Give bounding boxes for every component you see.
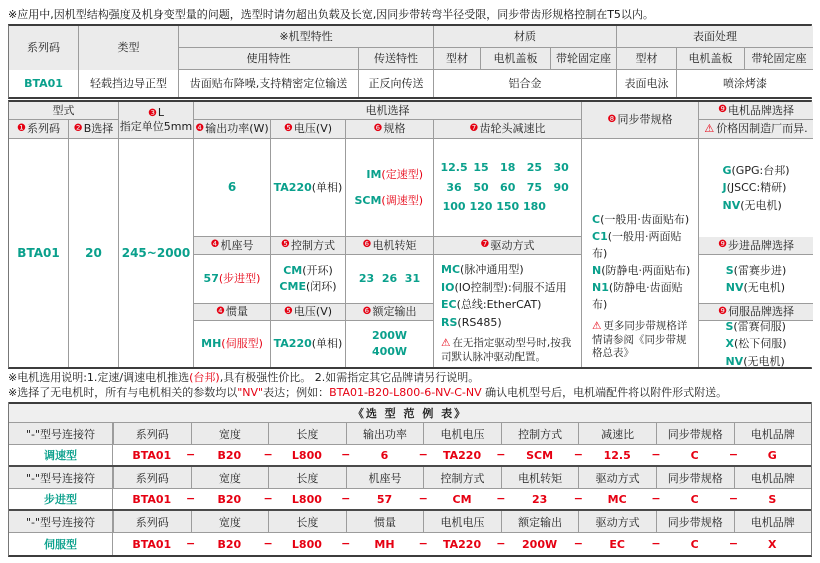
col-header-servo-brand: ❾ 伺服品牌选择	[699, 304, 813, 321]
col-header-transfer-feature: 传送特性	[359, 48, 434, 70]
col-header-use-feature: 使用特性	[179, 48, 359, 70]
stepper-brand-options	[699, 255, 813, 304]
col-header-surface-profile: 型材	[617, 48, 677, 70]
col-header-surface-seat: 带轮固定座	[745, 48, 813, 70]
value-length-range: 245~2000	[119, 139, 194, 367]
example-type-speed: 调速型	[9, 445, 113, 465]
col-header-surface-cover: 电机盖板	[677, 48, 745, 70]
col-header-length	[119, 102, 194, 139]
value-type: 轻载挡边导正型	[79, 70, 179, 97]
step1-badge: ❶	[17, 122, 26, 134]
value-b-select: 20	[69, 139, 119, 367]
servo-brand-nv: NV(无电机)	[725, 354, 785, 367]
drive-default-note: ⚠ 在无指定驱动型号时,按我司默认脉冲驱动配置。	[441, 337, 572, 364]
col-header-motor-torque: ❻ 电机转矩	[346, 237, 434, 255]
drive-option-mc: MC(脉冲通用型)	[441, 263, 524, 276]
selection-example-table	[8, 402, 812, 557]
example-table-title: 《选 型 范 例 表》	[9, 402, 811, 423]
col-header-frame-size: ❹ 机座号	[194, 237, 271, 255]
value-surface-paint: 喷涂烤漆	[677, 70, 813, 97]
warning-icon: ⚠	[592, 320, 602, 333]
value-surface-profile: 表面电泳	[617, 70, 677, 97]
belt-option-n1: N1(防静电·齿面贴布)	[592, 280, 683, 312]
value-gear-ratios	[434, 139, 582, 237]
group-header-surface: 表面处理	[617, 26, 813, 48]
col-header-spec: ❻ 规格	[346, 120, 434, 139]
note-line-1: ※电机选用说明:1.定速/调速电机推选(台邦),具有极强性价比。 2.如需指定其它品牌请另行说明。	[8, 371, 480, 384]
step8-badge: ❽	[607, 113, 617, 125]
col-header-material-profile: 型材	[434, 48, 481, 70]
col-header-series: ❶ 系列码	[9, 120, 69, 139]
col-header-rated-output: ❻ 额定输出	[346, 304, 434, 321]
value-frame-size: 57 (步进型)	[194, 255, 271, 304]
col-header-motor-brand: ❾ 电机品牌选择	[699, 102, 813, 120]
step2-badge: ❷	[73, 122, 83, 134]
spec-option-im: IM(定速型)	[366, 167, 423, 181]
value-control-mode	[271, 255, 346, 304]
value-motor-spec	[346, 139, 434, 237]
belt-option-c1: C1(一般用·两面贴布)	[592, 229, 682, 260]
group-header-material: 材质	[434, 26, 617, 48]
group-header-machine-feature: ※机型特性	[179, 26, 434, 48]
col-header-series-code: 系列码	[9, 26, 79, 70]
value-drive-options	[434, 255, 582, 367]
group-header-model-type: 型式	[9, 102, 119, 120]
example-header-row-servo: "-"型号连接符 系列码 宽度 长度 惯量 电机电压 额定输出 驱动方式 同步带规格 电机品牌	[9, 511, 811, 533]
belt-option-n: N(防静电·两面贴布)	[592, 263, 691, 277]
col-header-gear-ratio: ❼ 齿轮头减速比	[434, 120, 582, 139]
ctrl-option-cm: CM(开环)	[283, 264, 333, 278]
motor-brand-options	[699, 139, 813, 237]
brand-option-j: J(JSCC:精研)	[722, 181, 787, 195]
example-header-row-stepper: "-"型号连接符 系列码 宽度 长度 机座号 控制方式 电机转矩 驱动方式 同步带规格 电机品牌	[9, 467, 811, 489]
stepper-brand-nv: NV(无电机)	[725, 281, 786, 294]
servo-brand-options	[699, 321, 813, 367]
value-material: 铝合金	[434, 70, 617, 97]
value-voltage: TA220 (单相)	[271, 139, 346, 237]
col-header-voltage: ❺ 电压(V)	[271, 120, 346, 139]
motor-selection-notes	[8, 370, 814, 400]
step4-badge: ❹	[195, 122, 205, 134]
motor-brand-price-note: ⚠ 价格因制造厂而异.	[699, 120, 813, 139]
drive-option-ec: EC(总线:EtherCAT)	[441, 298, 542, 312]
col-header-inertia: ❹ 惯量	[194, 304, 271, 321]
belt-more-note: ⚠ 更多同步带规格详情请参阅《同步带规格总表》	[592, 320, 688, 360]
stepper-brand-s: S(雷赛步进)	[725, 263, 787, 277]
col-header-type: 类型	[79, 26, 179, 70]
spec-overview-table	[8, 24, 812, 99]
belt-spec-options	[582, 139, 699, 367]
value-use-feature: 齿面贴布降噪,支持精密定位输送	[179, 70, 359, 97]
gear-ratio-grid: 12.5 15 18 25 30 36 50 60 75 90 100 120 150 180	[440, 160, 569, 214]
value-rated-output: 200W 400W	[346, 321, 434, 367]
spec-option-scm: SCM(调速型)	[354, 193, 423, 207]
note-line-2: ※选择了无电机时，所有与电机相关的参数均以"NV"表达；例如：BTA01-B20-L800-6-NV-C-NV 确认电机型号后，电机端配件将以附件形式附送。	[8, 386, 728, 399]
example-type-servo: 伺服型	[9, 533, 113, 555]
belt-option-c: C(一般用·齿面贴布)	[592, 212, 690, 226]
col-header-voltage2: ❺ 电压(V)	[271, 304, 346, 321]
value-series: BTA01	[9, 139, 69, 367]
example-value-row-speed: 调速型 BTA01 − B20 − L800 − 6 − TA220 − SCM − 12.5 − C − G	[9, 445, 811, 467]
col-header-material-seat: 带轮固定座	[551, 48, 617, 70]
servo-brand-x: X(松下伺服)	[725, 337, 787, 351]
value-series-code: BTA01	[9, 70, 79, 97]
example-value-row-servo: 伺服型 BTA01 − B20 − L800 − MH − TA220 − 200W − EC − C − X	[9, 533, 811, 555]
connector-header: "-"型号连接符	[9, 467, 113, 488]
value-output-power: 6	[194, 139, 271, 237]
value-voltage2: TA220 (单相)	[271, 321, 346, 367]
step7-badge: ❼	[469, 122, 479, 134]
col-header-b-select: ❷ B选择	[69, 120, 119, 139]
col-header-output-power: ❹ 输出功率(W)	[194, 120, 271, 139]
ctrl-option-cme: CME(闭环)	[279, 280, 337, 293]
group-header-motor-selection: 电机选择	[194, 102, 582, 120]
step6-badge: ❻	[373, 122, 383, 134]
col-header-stepper-brand: ❾ 步进品牌选择	[699, 237, 813, 255]
length-header-line1: ❸L	[147, 106, 165, 120]
warning-icon: ⚠	[441, 337, 451, 350]
top-usage-note: ※应用中,因机型结构强度及机身变型量的问题，选型时请勿超出负载及长宽,因同步带转弯半径受限，同步带齿形规格控制在T5以内。	[8, 8, 654, 21]
step9-badge: ❾	[718, 104, 727, 116]
drive-option-io: IO(IO控制型):伺服不适用	[441, 280, 567, 294]
col-header-control-mode: ❺ 控制方式	[271, 237, 346, 255]
warning-icon: ⚠	[704, 122, 715, 136]
length-header-line2: 指定单位5mm	[119, 120, 193, 134]
example-header-row-speed: "-"型号连接符 系列码 宽度 长度 输出功率 电机电压 控制方式 减速比 同步带规格 电机品牌	[9, 423, 811, 445]
col-header-drive-mode: ❼ 驱动方式	[434, 237, 582, 255]
servo-brand-s: S(雷赛伺服)	[725, 321, 786, 334]
value-inertia: MH (伺服型)	[194, 321, 271, 367]
model-selection-table	[8, 100, 812, 369]
example-type-stepper: 步进型	[9, 489, 113, 509]
drive-option-rs: RS(RS485)	[441, 315, 502, 329]
value-motor-torque: 23 26 31	[346, 255, 434, 304]
step5-badge: ❺	[283, 122, 293, 134]
brand-option-nv: NV(无电机)	[722, 198, 782, 212]
value-transfer-feature: 正反向传送	[359, 70, 434, 97]
col-header-material-cover: 电机盖板	[481, 48, 551, 70]
example-value-row-stepper: 步进型 BTA01 − B20 − L800 − 57 − CM − 23 − MC − C − S	[9, 489, 811, 511]
col-header-belt-spec: ❽ 同步带规格	[582, 102, 699, 139]
connector-header: "-"型号连接符	[9, 423, 113, 444]
brand-option-g: G(GPG:台邦)	[722, 164, 790, 178]
connector-header: "-"型号连接符	[9, 511, 113, 532]
step3-badge: ❸	[147, 108, 157, 120]
